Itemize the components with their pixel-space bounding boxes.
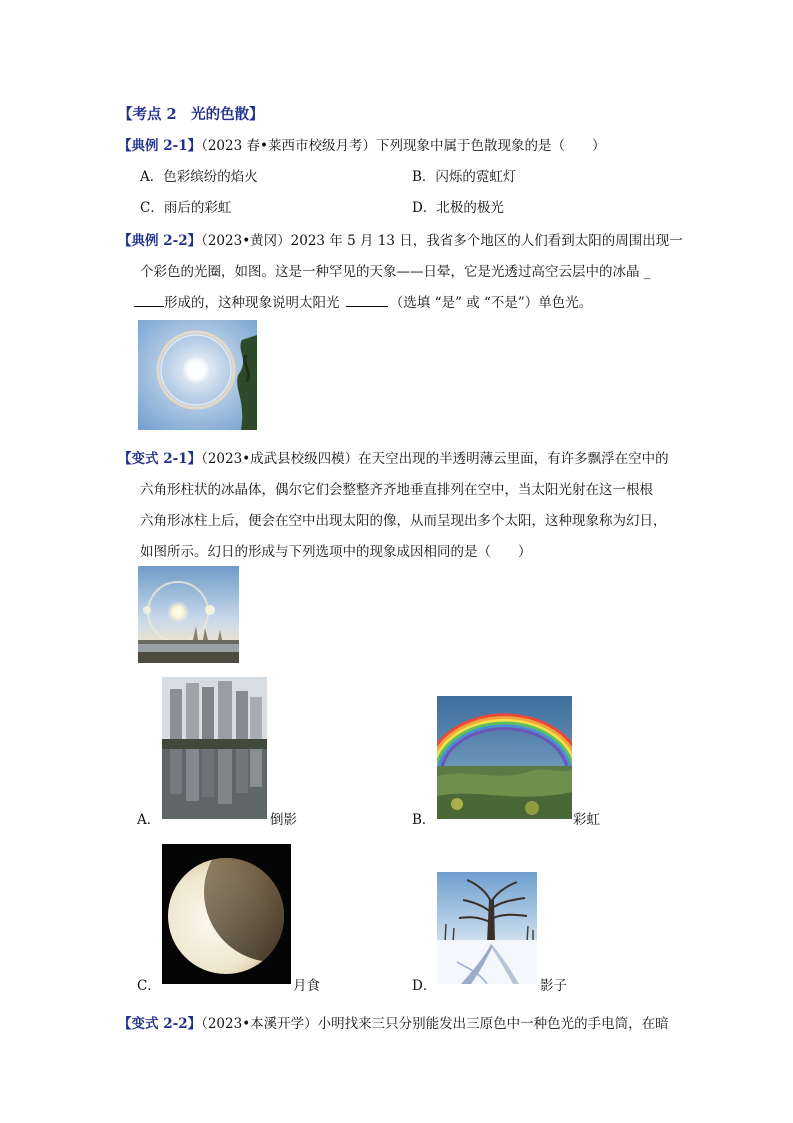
option-d-caption: 影子 (540, 978, 567, 994)
question-2-2 (118, 229, 683, 249)
option-c-caption: 月食 (293, 978, 320, 994)
question-text: （2023•成武县校级四模）在天空出现的半透明薄云里面，有许多飘浮在空中的 (201, 451, 669, 467)
option-text: 北极的极光 (436, 200, 504, 216)
option-letter: D． (412, 200, 437, 216)
option-letter: B． (412, 169, 436, 185)
option-a[interactable] (140, 165, 258, 185)
rainbow-image (437, 696, 572, 819)
question-2-1 (118, 134, 605, 154)
reflection-image (162, 677, 267, 819)
answer-blank[interactable] (346, 294, 388, 307)
option-c[interactable] (140, 196, 231, 216)
question-text: 个彩色的光圈，如图。这是一种罕见的天象——日晕，它是光透过高空云层中的冰晶 _ (140, 264, 651, 280)
question-tag: 【变式 2-2】 (118, 1016, 202, 1032)
question-line (134, 291, 592, 311)
question-text: 形成的，这种现象说明太阳光 (164, 295, 344, 311)
option-letter: C． (140, 200, 164, 216)
option-d[interactable] (412, 196, 504, 216)
question-text: 如图所示。幻日的形成与下列选项中的现象成因相同的是（ ） (140, 544, 532, 560)
question-text: 六角形柱状的冰晶体，偶尔它们会整整齐齐地垂直排列在空中，当太阳光射在这一根根 (140, 482, 653, 498)
sun-dog-image (138, 566, 239, 663)
question-tag: 【典例 2-2】 (118, 233, 202, 249)
option-letter: A． (140, 169, 164, 185)
option-text: 色彩缤纷的焰火 (163, 169, 258, 185)
variant-2-1 (118, 447, 669, 467)
question-text: （2023•本溪开学）小明找来三只分别能发出三原色中一种色光的手电筒，在暗 (201, 1016, 669, 1032)
option-b[interactable] (412, 165, 516, 185)
option-text: 雨后的彩虹 (163, 200, 232, 216)
option-text: 闪烁的霓虹灯 (435, 169, 517, 185)
question-text: （选填 “是” 或 “不是”）单色光。 (389, 295, 593, 311)
question-tag: 【典例 2-1】 (118, 138, 202, 154)
question-text: 六角形冰柱上后，便会在空中出现太阳的像，从而呈现出多个太阳，这种现象称为幻日， (140, 513, 667, 529)
tree-shadow-image (437, 872, 537, 984)
option-b-caption: 彩虹 (573, 812, 600, 828)
option-a-caption: 倒影 (270, 812, 297, 828)
option-b-letter[interactable]: B． (412, 812, 436, 828)
question-text: （2023•黄冈）2023 年 5 月 13 日，我省多个地区的人们看到太阳的周围出现一 (201, 233, 683, 249)
lunar-eclipse-image (162, 844, 291, 984)
question-tag: 【变式 2-1】 (118, 451, 202, 467)
option-c-letter[interactable]: C． (137, 978, 161, 994)
option-d-letter[interactable]: D． (412, 978, 437, 994)
option-a-letter[interactable]: A． (137, 812, 161, 828)
answer-blank[interactable] (134, 294, 164, 307)
sun-halo-image (138, 320, 257, 430)
variant-2-2 (118, 1012, 669, 1032)
section-heading: 【考点 2 光的色散】 (118, 106, 264, 123)
question-stem: （2023 春•莱西市校级月考）下列现象中属于色散现象的是（ ） (201, 138, 606, 154)
